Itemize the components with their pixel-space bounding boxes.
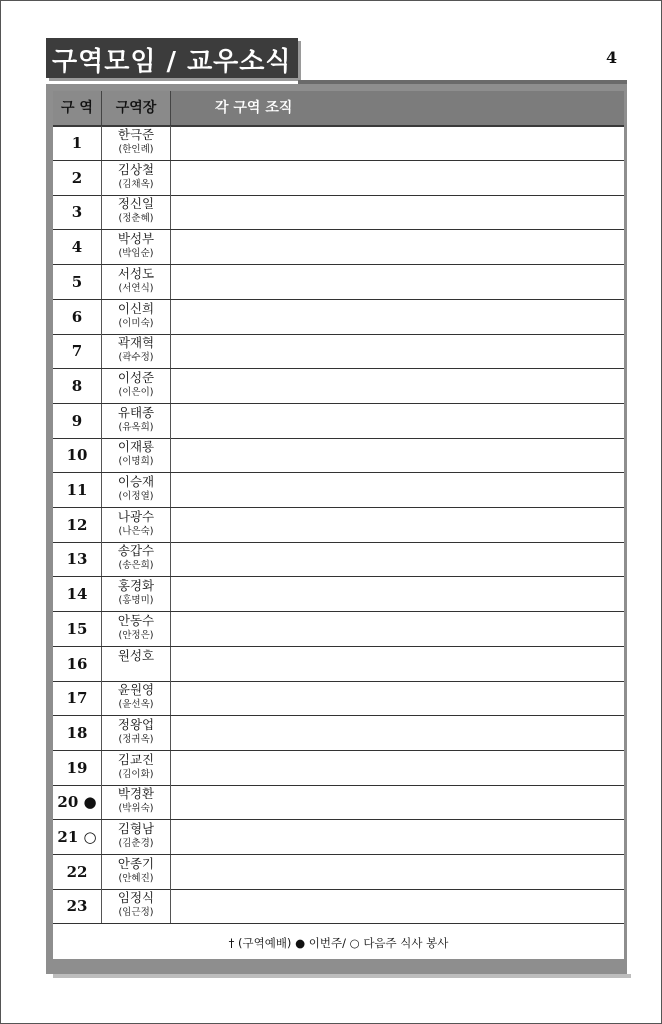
organization-cell [171,681,624,715]
leader-cell [102,542,171,576]
table-row [53,161,624,196]
leader-name: 안동수 [117,612,155,628]
leader-name: 유태종 [117,404,155,420]
table-row [53,126,624,161]
spouse-name: (나은숙) [118,525,154,537]
leader-name: 송갑수 [117,543,155,559]
leader-name: 임정식 [117,890,155,906]
organization-cell [171,300,624,334]
organization-cell [171,889,624,923]
leader-name: 나광수 [117,508,155,524]
leader-cell [102,612,171,646]
spouse-name: (유옥희) [118,421,154,433]
spouse-name: (이정열) [118,491,154,502]
section-header [46,38,298,78]
district-number: 4 [53,230,102,264]
district-number: 18 [53,716,102,750]
leader-cell [102,404,171,438]
leader-cell [102,785,171,819]
district-number: 17 [53,681,102,715]
leader-name: 곽재혁 [117,335,155,351]
table-row [53,542,624,577]
table-row [53,820,624,855]
leader-name: 한극준 [117,127,155,142]
spouse-name: (임근정) [118,907,154,919]
district-number: 11 [53,473,102,507]
organization-cell [171,647,624,681]
spouse-name: (곽수정) [118,352,154,364]
spouse-name: (윤선옥) [118,699,154,711]
table-row [53,334,624,369]
organization-cell [171,404,624,438]
leader-cell [102,820,171,854]
table-row [53,647,624,682]
leader-name: 원성호 [117,647,155,663]
table-row [53,785,624,820]
leader-name: 김형남 [117,821,155,836]
leader-name: 서성도 [117,265,155,281]
legend-footer: † (구역예배) ● 이번주/ ○ 다음주 식사 봉사 [228,936,449,950]
organization-cell [171,820,624,854]
leader-name: 이재룡 [117,439,155,455]
organization-cell [171,751,624,785]
leader-cell [102,647,171,681]
table-row [53,473,624,508]
frame-shadow [53,974,631,978]
organization-cell [171,577,624,611]
district-number: 10 [53,438,102,472]
leader-cell [102,369,171,403]
table-row [53,265,624,300]
spouse-name: (박위숙) [118,803,154,815]
spouse-name: (이명희) [118,456,154,468]
leader-name: 이승재 [117,474,155,489]
table-row [53,889,624,924]
spouse-name: (홍명미) [118,595,154,607]
leader-cell [102,889,171,923]
leader-name: 이성준 [117,369,155,385]
spouse-name: (김이화) [118,768,154,780]
leader-cell [102,438,171,472]
leader-name: 홍경화 [117,578,155,594]
district-number: 23 [53,889,102,923]
spouse-name: (이미숙) [118,317,154,329]
leader-cell [102,473,171,507]
district-number: 16 [53,647,102,681]
organization-cell [171,716,624,750]
page-number: 4 [606,48,618,67]
leader-cell [102,855,171,889]
table-row [53,855,624,890]
leader-cell [102,751,171,785]
table-row [53,230,624,265]
leader-cell [102,195,171,229]
col-header-organization: 각 구역 조직 [215,100,293,116]
organization-cell [171,230,624,264]
district-number: 21 ○ [53,820,102,854]
leader-cell [102,300,171,334]
spouse-name: (정귀옥) [118,733,154,745]
organization-cell [171,161,624,195]
spouse-name: (김채옥) [118,178,154,190]
col-header-district: 구 역 [53,91,102,125]
leader-cell [102,577,171,611]
spouse-name: (안정은) [118,629,154,641]
organization-cell [171,542,624,576]
leader-cell [102,161,171,195]
table-row [53,577,624,612]
spouse-name: (정춘혜) [118,213,154,225]
organization-cell [171,369,624,403]
table-row [53,300,624,335]
spouse-name: (한인례) [118,144,154,155]
leader-cell [102,716,171,750]
organization-cell [171,438,624,472]
spouse-name: (송은희) [118,560,154,572]
organization-cell [171,473,624,507]
leader-name: 정신일 [117,196,155,212]
district-number: 9 [53,404,102,438]
district-number: 2 [53,161,102,195]
leader-cell [102,265,171,299]
leader-name: 정왕업 [117,716,155,732]
organization-cell [171,612,624,646]
leader-cell [102,508,171,542]
table-row [53,751,624,786]
district-number: 15 [53,612,102,646]
spouse-name: (서연식) [118,282,154,294]
district-number: 1 [53,126,102,160]
leader-name: 박성부 [117,231,155,247]
district-number: 20 ● [53,785,102,819]
district-number: 22 [53,855,102,889]
table-row [53,438,624,473]
leader-cell [102,681,171,715]
spouse-name: (김춘경) [118,838,154,849]
leader-cell [102,126,171,160]
leader-name: 안종기 [117,855,155,871]
leader-name: 이신희 [117,300,155,316]
section-title: 구역모임 / 교우소식 [52,47,292,77]
organization-cell [171,195,624,229]
table-row [53,404,624,439]
district-number: 13 [53,542,102,576]
table-row [53,195,624,230]
col-header-leader: 구역장 [102,91,171,125]
organization-cell [171,265,624,299]
district-number: 8 [53,369,102,403]
district-number: 12 [53,508,102,542]
organization-cell [171,508,624,542]
table-header [53,91,624,127]
district-number: 5 [53,265,102,299]
leader-cell [102,334,171,368]
district-number: 14 [53,577,102,611]
leader-cell [102,230,171,264]
organization-cell [171,126,624,160]
organization-cell [171,785,624,819]
table-row [53,612,624,647]
table-row [53,716,624,751]
table-row [53,369,624,404]
leader-name: 김상철 [117,161,155,177]
district-number: 19 [53,751,102,785]
spouse-name: (이은이) [118,386,154,398]
organization-cell [171,334,624,368]
district-number: 7 [53,334,102,368]
table-row [53,508,624,543]
district-number: 3 [53,195,102,229]
district-number: 6 [53,300,102,334]
spouse-name: (안혜진) [118,872,154,884]
organization-cell [171,855,624,889]
leader-name: 윤원영 [117,682,155,698]
leader-name: 김교진 [117,751,155,767]
spouse-name: (박임순) [118,248,154,260]
table-row [53,681,624,716]
leader-name: 박경환 [117,786,155,802]
